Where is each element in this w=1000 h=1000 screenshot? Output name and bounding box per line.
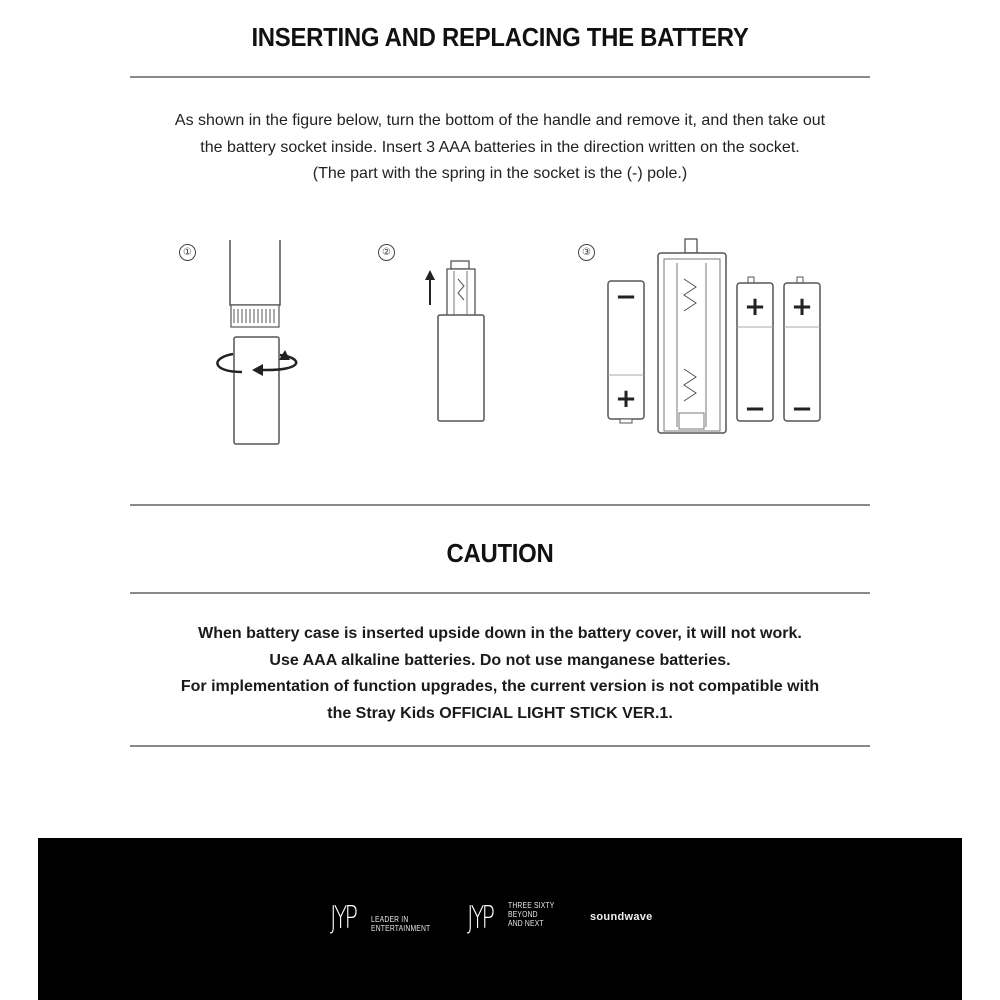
jyp-logo: JYP bbox=[330, 900, 356, 936]
minus-sign: − bbox=[791, 394, 813, 424]
instruction-line: As shown in the figure below, turn the bottom of the handle and remove it, and then take out bbox=[174, 112, 826, 129]
caution-line: Use AAA alkaline batteries. Do not use manganese batteries. bbox=[269, 651, 731, 669]
step-number-1: ① bbox=[179, 244, 196, 261]
plus-sign: + bbox=[744, 292, 766, 322]
step-number-2: ② bbox=[378, 244, 395, 261]
instructions-text bbox=[100, 108, 900, 188]
divider bbox=[130, 745, 870, 747]
divider bbox=[130, 592, 870, 594]
divider bbox=[130, 76, 870, 78]
instruction-line: (The part with the spring in the socket is the (-) pole.) bbox=[312, 165, 688, 182]
caution-title: CAUTION bbox=[446, 538, 554, 568]
step-number-3: ③ bbox=[578, 244, 595, 261]
plus-sign: + bbox=[791, 292, 813, 322]
caution-line: For implementation of function upgrades, the current version is not compatible with bbox=[180, 678, 820, 696]
minus-sign: − bbox=[615, 282, 637, 312]
jyp-360-logo: JYP bbox=[467, 900, 493, 936]
soundwave-logo: soundwave bbox=[590, 911, 653, 923]
jyp-360-tagline: THREE SIXTY BEYOND AND NEXT bbox=[508, 901, 555, 928]
battery-insertion-illustration bbox=[600, 235, 830, 440]
plus-sign: + bbox=[615, 384, 637, 414]
socket-extraction-illustration bbox=[420, 255, 500, 425]
page-title: INSERTING AND REPLACING THE BATTERY bbox=[251, 22, 749, 52]
caution-line: the Stray Kids OFFICIAL LIGHT STICK VER.1. bbox=[327, 704, 673, 722]
handle-removal-illustration bbox=[200, 240, 320, 455]
caution-text bbox=[100, 621, 900, 727]
instruction-line: the battery socket inside. Insert 3 AAA batteries in the direction written on the socket. bbox=[200, 138, 800, 156]
jyp-tagline: LEADER IN ENTERTAINMENT bbox=[371, 915, 431, 933]
divider bbox=[130, 504, 870, 506]
caution-line: When battery case is inserted upside down in the battery cover, it will not work. bbox=[198, 625, 802, 642]
footer-logo-bar bbox=[38, 838, 962, 1000]
minus-sign: − bbox=[744, 394, 766, 424]
